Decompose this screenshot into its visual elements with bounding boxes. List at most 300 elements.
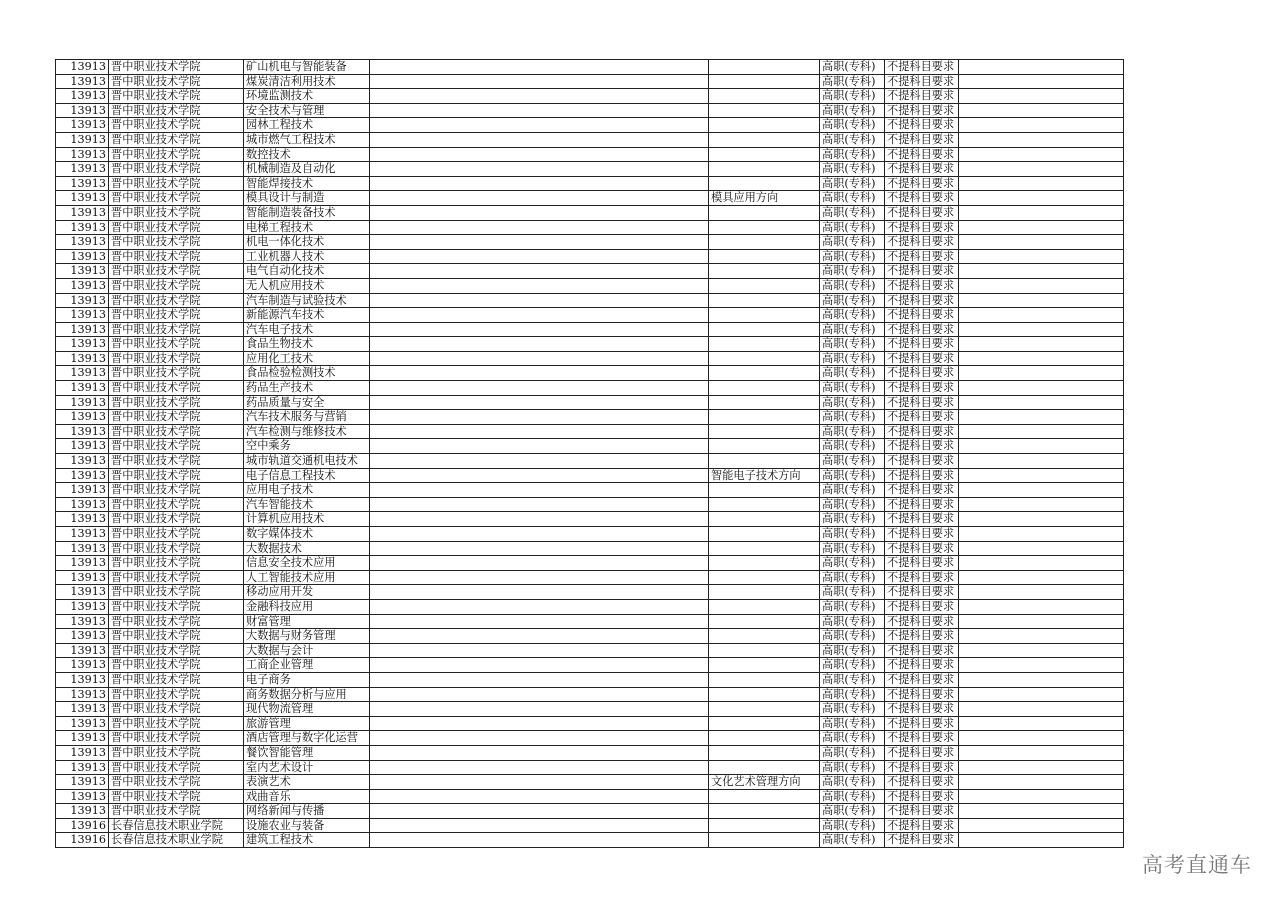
table-row bbox=[56, 103, 1124, 118]
major-name-cell: 新能源汽车技术 bbox=[244, 308, 370, 323]
blank-cell bbox=[370, 220, 709, 235]
school-code-cell: 13913 bbox=[56, 89, 109, 104]
school-code-cell: 13913 bbox=[56, 483, 109, 498]
table-row bbox=[56, 527, 1124, 542]
school-name-cell: 晋中职业技术学院 bbox=[109, 570, 244, 585]
blank-cell bbox=[959, 570, 1124, 585]
blank-cell bbox=[959, 424, 1124, 439]
major-direction-cell: 模具应用方向 bbox=[709, 191, 820, 206]
major-name-cell: 汽车电子技术 bbox=[244, 322, 370, 337]
school-name-cell: 晋中职业技术学院 bbox=[109, 424, 244, 439]
table-row bbox=[56, 395, 1124, 410]
blank-cell bbox=[370, 804, 709, 819]
major-name-cell: 移动应用开发 bbox=[244, 585, 370, 600]
blank-cell bbox=[959, 220, 1124, 235]
school-code-cell: 13916 bbox=[56, 833, 109, 848]
major-name-cell: 餐饮智能管理 bbox=[244, 745, 370, 760]
major-direction-cell bbox=[709, 599, 820, 614]
blank-cell bbox=[370, 599, 709, 614]
school-code-cell: 13913 bbox=[56, 103, 109, 118]
table-row bbox=[56, 760, 1124, 775]
table-row bbox=[56, 293, 1124, 308]
subject-requirement-cell: 不提科目要求 bbox=[885, 439, 959, 454]
table-row bbox=[56, 454, 1124, 469]
major-name-cell: 煤炭清洁利用技术 bbox=[244, 74, 370, 89]
education-level-cell: 高职(专科) bbox=[820, 60, 885, 75]
major-direction-cell bbox=[709, 249, 820, 264]
school-name-cell: 晋中职业技术学院 bbox=[109, 103, 244, 118]
school-code-cell: 13913 bbox=[56, 760, 109, 775]
blank-cell bbox=[959, 132, 1124, 147]
subject-requirement-cell: 不提科目要求 bbox=[885, 410, 959, 425]
school-code-cell: 13913 bbox=[56, 541, 109, 556]
education-level-cell: 高职(专科) bbox=[820, 672, 885, 687]
blank-cell bbox=[370, 410, 709, 425]
school-name-cell: 晋中职业技术学院 bbox=[109, 629, 244, 644]
blank-cell bbox=[959, 629, 1124, 644]
blank-cell bbox=[370, 789, 709, 804]
major-direction-cell bbox=[709, 74, 820, 89]
education-level-cell: 高职(专科) bbox=[820, 483, 885, 498]
table-row bbox=[56, 468, 1124, 483]
blank-cell bbox=[959, 527, 1124, 542]
table-row bbox=[56, 278, 1124, 293]
major-name-cell: 无人机应用技术 bbox=[244, 278, 370, 293]
major-name-cell: 空中乘务 bbox=[244, 439, 370, 454]
blank-cell bbox=[959, 512, 1124, 527]
blank-cell bbox=[370, 570, 709, 585]
subject-requirement-cell: 不提科目要求 bbox=[885, 162, 959, 177]
school-name-cell: 晋中职业技术学院 bbox=[109, 249, 244, 264]
blank-cell bbox=[370, 497, 709, 512]
school-code-cell: 13913 bbox=[56, 322, 109, 337]
major-name-cell: 药品质量与安全 bbox=[244, 395, 370, 410]
table-row bbox=[56, 731, 1124, 746]
major-direction-cell bbox=[709, 497, 820, 512]
education-level-cell: 高职(专科) bbox=[820, 89, 885, 104]
major-direction-cell bbox=[709, 351, 820, 366]
major-direction-cell bbox=[709, 366, 820, 381]
blank-cell bbox=[370, 293, 709, 308]
school-code-cell: 13913 bbox=[56, 468, 109, 483]
subject-requirement-cell: 不提科目要求 bbox=[885, 308, 959, 323]
blank-cell bbox=[959, 308, 1124, 323]
major-direction-cell bbox=[709, 804, 820, 819]
table-row bbox=[56, 818, 1124, 833]
blank-cell bbox=[959, 264, 1124, 279]
school-code-cell: 13913 bbox=[56, 702, 109, 717]
subject-requirement-cell: 不提科目要求 bbox=[885, 191, 959, 206]
blank-cell bbox=[370, 702, 709, 717]
table-row bbox=[56, 147, 1124, 162]
school-code-cell: 13913 bbox=[56, 556, 109, 571]
school-name-cell: 晋中职业技术学院 bbox=[109, 264, 244, 279]
blank-cell bbox=[370, 351, 709, 366]
school-name-cell: 晋中职业技术学院 bbox=[109, 745, 244, 760]
blank-cell bbox=[370, 672, 709, 687]
major-direction-cell bbox=[709, 512, 820, 527]
blank-cell bbox=[370, 483, 709, 498]
blank-cell bbox=[959, 702, 1124, 717]
blank-cell bbox=[370, 366, 709, 381]
major-direction-cell bbox=[709, 527, 820, 542]
major-direction-cell: 智能电子技术方向 bbox=[709, 468, 820, 483]
major-name-cell: 表演艺术 bbox=[244, 775, 370, 790]
blank-cell bbox=[370, 541, 709, 556]
major-name-cell: 数控技术 bbox=[244, 147, 370, 162]
table-row bbox=[56, 643, 1124, 658]
blank-cell bbox=[370, 322, 709, 337]
major-name-cell: 模具设计与制造 bbox=[244, 191, 370, 206]
major-direction-cell bbox=[709, 541, 820, 556]
school-code-cell: 13913 bbox=[56, 775, 109, 790]
blank-cell bbox=[370, 424, 709, 439]
subject-requirement-cell: 不提科目要求 bbox=[885, 716, 959, 731]
table-row bbox=[56, 483, 1124, 498]
school-code-cell: 13913 bbox=[56, 366, 109, 381]
school-code-cell: 13913 bbox=[56, 512, 109, 527]
table-row bbox=[56, 235, 1124, 250]
major-direction-cell bbox=[709, 818, 820, 833]
education-level-cell: 高职(专科) bbox=[820, 775, 885, 790]
education-level-cell: 高职(专科) bbox=[820, 322, 885, 337]
blank-cell bbox=[370, 468, 709, 483]
blank-cell bbox=[959, 395, 1124, 410]
school-name-cell: 晋中职业技术学院 bbox=[109, 643, 244, 658]
education-level-cell: 高职(专科) bbox=[820, 424, 885, 439]
blank-cell bbox=[959, 60, 1124, 75]
major-name-cell: 金融科技应用 bbox=[244, 599, 370, 614]
education-level-cell: 高职(专科) bbox=[820, 220, 885, 235]
blank-cell bbox=[370, 775, 709, 790]
blank-cell bbox=[959, 278, 1124, 293]
subject-requirement-cell: 不提科目要求 bbox=[885, 556, 959, 571]
major-name-cell: 机械制造及自动化 bbox=[244, 162, 370, 177]
blank-cell bbox=[959, 454, 1124, 469]
education-level-cell: 高职(专科) bbox=[820, 585, 885, 600]
major-name-cell: 安全技术与管理 bbox=[244, 103, 370, 118]
school-name-cell: 晋中职业技术学院 bbox=[109, 468, 244, 483]
school-code-cell: 13913 bbox=[56, 527, 109, 542]
subject-requirement-cell: 不提科目要求 bbox=[885, 220, 959, 235]
watermark-text: 高考直通车 bbox=[1142, 853, 1252, 877]
major-name-cell: 工业机器人技术 bbox=[244, 249, 370, 264]
school-name-cell: 晋中职业技术学院 bbox=[109, 687, 244, 702]
major-name-cell: 旅游管理 bbox=[244, 716, 370, 731]
blank-cell bbox=[370, 308, 709, 323]
table-row bbox=[56, 191, 1124, 206]
school-code-cell: 13913 bbox=[56, 176, 109, 191]
blank-cell bbox=[370, 745, 709, 760]
school-code-cell: 13913 bbox=[56, 497, 109, 512]
table-row bbox=[56, 702, 1124, 717]
education-level-cell: 高职(专科) bbox=[820, 643, 885, 658]
major-direction-cell bbox=[709, 60, 820, 75]
education-level-cell: 高职(专科) bbox=[820, 599, 885, 614]
major-direction-cell bbox=[709, 220, 820, 235]
blank-cell bbox=[370, 556, 709, 571]
major-name-cell: 建筑工程技术 bbox=[244, 833, 370, 848]
subject-requirement-cell: 不提科目要求 bbox=[885, 672, 959, 687]
major-name-cell: 室内艺术设计 bbox=[244, 760, 370, 775]
blank-cell bbox=[370, 381, 709, 396]
blank-cell bbox=[959, 716, 1124, 731]
blank-cell bbox=[959, 366, 1124, 381]
blank-cell bbox=[370, 74, 709, 89]
blank-cell bbox=[959, 775, 1124, 790]
subject-requirement-cell: 不提科目要求 bbox=[885, 658, 959, 673]
school-name-cell: 晋中职业技术学院 bbox=[109, 512, 244, 527]
subject-requirement-cell: 不提科目要求 bbox=[885, 804, 959, 819]
blank-cell bbox=[959, 556, 1124, 571]
major-direction-cell bbox=[709, 381, 820, 396]
school-code-cell: 13913 bbox=[56, 60, 109, 75]
school-code-cell: 13913 bbox=[56, 235, 109, 250]
table-row bbox=[56, 366, 1124, 381]
education-level-cell: 高职(专科) bbox=[820, 716, 885, 731]
subject-requirement-cell: 不提科目要求 bbox=[885, 512, 959, 527]
table-row bbox=[56, 118, 1124, 133]
school-code-cell: 13913 bbox=[56, 731, 109, 746]
blank-cell bbox=[959, 118, 1124, 133]
subject-requirement-cell: 不提科目要求 bbox=[885, 205, 959, 220]
subject-requirement-cell: 不提科目要求 bbox=[885, 541, 959, 556]
school-code-cell: 13913 bbox=[56, 220, 109, 235]
school-name-cell: 晋中职业技术学院 bbox=[109, 585, 244, 600]
subject-requirement-cell: 不提科目要求 bbox=[885, 643, 959, 658]
blank-cell bbox=[959, 658, 1124, 673]
table-row bbox=[56, 439, 1124, 454]
subject-requirement-cell: 不提科目要求 bbox=[885, 745, 959, 760]
school-code-cell: 13913 bbox=[56, 658, 109, 673]
table-row bbox=[56, 60, 1124, 75]
major-direction-cell: 文化艺术管理方向 bbox=[709, 775, 820, 790]
school-code-cell: 13913 bbox=[56, 191, 109, 206]
major-direction-cell bbox=[709, 702, 820, 717]
education-level-cell: 高职(专科) bbox=[820, 804, 885, 819]
major-name-cell: 设施农业与装备 bbox=[244, 818, 370, 833]
major-direction-cell bbox=[709, 205, 820, 220]
major-direction-cell bbox=[709, 833, 820, 848]
school-code-cell: 13913 bbox=[56, 293, 109, 308]
blank-cell bbox=[370, 687, 709, 702]
major-name-cell: 汽车制造与试验技术 bbox=[244, 293, 370, 308]
subject-requirement-cell: 不提科目要求 bbox=[885, 89, 959, 104]
major-direction-cell bbox=[709, 672, 820, 687]
education-level-cell: 高职(专科) bbox=[820, 410, 885, 425]
blank-cell bbox=[959, 439, 1124, 454]
education-level-cell: 高职(专科) bbox=[820, 74, 885, 89]
subject-requirement-cell: 不提科目要求 bbox=[885, 235, 959, 250]
subject-requirement-cell: 不提科目要求 bbox=[885, 60, 959, 75]
subject-requirement-cell: 不提科目要求 bbox=[885, 702, 959, 717]
blank-cell bbox=[959, 804, 1124, 819]
school-code-cell: 13913 bbox=[56, 308, 109, 323]
major-name-cell: 智能焊接技术 bbox=[244, 176, 370, 191]
school-code-cell: 13916 bbox=[56, 818, 109, 833]
education-level-cell: 高职(专科) bbox=[820, 454, 885, 469]
subject-requirement-cell: 不提科目要求 bbox=[885, 483, 959, 498]
major-name-cell: 电子信息工程技术 bbox=[244, 468, 370, 483]
school-name-cell: 晋中职业技术学院 bbox=[109, 614, 244, 629]
table-row bbox=[56, 497, 1124, 512]
education-level-cell: 高职(专科) bbox=[820, 760, 885, 775]
blank-cell bbox=[959, 643, 1124, 658]
major-direction-cell bbox=[709, 439, 820, 454]
major-name-cell: 药品生产技术 bbox=[244, 381, 370, 396]
subject-requirement-cell: 不提科目要求 bbox=[885, 395, 959, 410]
major-direction-cell bbox=[709, 731, 820, 746]
subject-requirement-cell: 不提科目要求 bbox=[885, 337, 959, 352]
major-name-cell: 食品生物技术 bbox=[244, 337, 370, 352]
major-name-cell: 食品检验检测技术 bbox=[244, 366, 370, 381]
subject-requirement-cell: 不提科目要求 bbox=[885, 103, 959, 118]
major-direction-cell bbox=[709, 132, 820, 147]
major-direction-cell bbox=[709, 162, 820, 177]
subject-requirement-cell: 不提科目要求 bbox=[885, 775, 959, 790]
blank-cell bbox=[959, 337, 1124, 352]
education-level-cell: 高职(专科) bbox=[820, 658, 885, 673]
education-level-cell: 高职(专科) bbox=[820, 103, 885, 118]
major-direction-cell bbox=[709, 89, 820, 104]
education-level-cell: 高职(专科) bbox=[820, 468, 885, 483]
education-level-cell: 高职(专科) bbox=[820, 191, 885, 206]
blank-cell bbox=[959, 147, 1124, 162]
school-name-cell: 晋中职业技术学院 bbox=[109, 527, 244, 542]
table-row bbox=[56, 658, 1124, 673]
subject-requirement-cell: 不提科目要求 bbox=[885, 760, 959, 775]
major-direction-cell bbox=[709, 629, 820, 644]
table-row bbox=[56, 541, 1124, 556]
major-direction-cell bbox=[709, 103, 820, 118]
school-code-cell: 13913 bbox=[56, 716, 109, 731]
blank-cell bbox=[959, 541, 1124, 556]
blank-cell bbox=[959, 381, 1124, 396]
school-code-cell: 13913 bbox=[56, 629, 109, 644]
major-direction-cell bbox=[709, 235, 820, 250]
education-level-cell: 高职(专科) bbox=[820, 789, 885, 804]
subject-requirement-cell: 不提科目要求 bbox=[885, 570, 959, 585]
major-name-cell: 电梯工程技术 bbox=[244, 220, 370, 235]
blank-cell bbox=[370, 454, 709, 469]
school-name-cell: 晋中职业技术学院 bbox=[109, 775, 244, 790]
subject-requirement-cell: 不提科目要求 bbox=[885, 468, 959, 483]
major-direction-cell bbox=[709, 410, 820, 425]
table-row bbox=[56, 570, 1124, 585]
blank-cell bbox=[370, 147, 709, 162]
education-level-cell: 高职(专科) bbox=[820, 308, 885, 323]
major-name-cell: 环境监测技术 bbox=[244, 89, 370, 104]
school-name-cell: 晋中职业技术学院 bbox=[109, 147, 244, 162]
school-name-cell: 晋中职业技术学院 bbox=[109, 716, 244, 731]
blank-cell bbox=[959, 191, 1124, 206]
school-name-cell: 晋中职业技术学院 bbox=[109, 556, 244, 571]
blank-cell bbox=[959, 585, 1124, 600]
table-row bbox=[56, 599, 1124, 614]
school-name-cell: 长春信息技术职业学院 bbox=[109, 818, 244, 833]
major-name-cell: 汽车技术服务与营销 bbox=[244, 410, 370, 425]
blank-cell bbox=[370, 103, 709, 118]
major-direction-cell bbox=[709, 745, 820, 760]
blank-cell bbox=[959, 789, 1124, 804]
education-level-cell: 高职(专科) bbox=[820, 205, 885, 220]
major-direction-cell bbox=[709, 118, 820, 133]
table-row bbox=[56, 322, 1124, 337]
table-row bbox=[56, 745, 1124, 760]
school-name-cell: 晋中职业技术学院 bbox=[109, 191, 244, 206]
school-code-cell: 13913 bbox=[56, 264, 109, 279]
subject-requirement-cell: 不提科目要求 bbox=[885, 322, 959, 337]
blank-cell bbox=[370, 337, 709, 352]
major-direction-cell bbox=[709, 395, 820, 410]
major-name-cell: 信息安全技术应用 bbox=[244, 556, 370, 571]
blank-cell bbox=[959, 818, 1124, 833]
education-level-cell: 高职(专科) bbox=[820, 395, 885, 410]
major-direction-cell bbox=[709, 176, 820, 191]
major-name-cell: 城市燃气工程技术 bbox=[244, 132, 370, 147]
major-name-cell: 机电一体化技术 bbox=[244, 235, 370, 250]
blank-cell bbox=[959, 89, 1124, 104]
school-code-cell: 13913 bbox=[56, 278, 109, 293]
subject-requirement-cell: 不提科目要求 bbox=[885, 293, 959, 308]
education-level-cell: 高职(专科) bbox=[820, 702, 885, 717]
blank-cell bbox=[370, 264, 709, 279]
school-code-cell: 13913 bbox=[56, 585, 109, 600]
school-name-cell: 晋中职业技术学院 bbox=[109, 74, 244, 89]
blank-cell bbox=[959, 760, 1124, 775]
education-level-cell: 高职(专科) bbox=[820, 337, 885, 352]
table-row bbox=[56, 351, 1124, 366]
major-direction-cell bbox=[709, 658, 820, 673]
subject-requirement-cell: 不提科目要求 bbox=[885, 585, 959, 600]
education-level-cell: 高职(专科) bbox=[820, 439, 885, 454]
major-direction-cell bbox=[709, 278, 820, 293]
major-direction-cell bbox=[709, 424, 820, 439]
blank-cell bbox=[370, 658, 709, 673]
education-level-cell: 高职(专科) bbox=[820, 745, 885, 760]
subject-requirement-cell: 不提科目要求 bbox=[885, 687, 959, 702]
subject-requirement-cell: 不提科目要求 bbox=[885, 424, 959, 439]
education-level-cell: 高职(专科) bbox=[820, 249, 885, 264]
education-level-cell: 高职(专科) bbox=[820, 176, 885, 191]
major-name-cell: 计算机应用技术 bbox=[244, 512, 370, 527]
table-row bbox=[56, 629, 1124, 644]
subject-requirement-cell: 不提科目要求 bbox=[885, 614, 959, 629]
table-row bbox=[56, 74, 1124, 89]
major-direction-cell bbox=[709, 293, 820, 308]
table-row bbox=[56, 89, 1124, 104]
blank-cell bbox=[959, 162, 1124, 177]
school-name-cell: 晋中职业技术学院 bbox=[109, 483, 244, 498]
table-row bbox=[56, 556, 1124, 571]
education-level-cell: 高职(专科) bbox=[820, 527, 885, 542]
table-row bbox=[56, 249, 1124, 264]
school-name-cell: 晋中职业技术学院 bbox=[109, 118, 244, 133]
school-code-cell: 13913 bbox=[56, 147, 109, 162]
school-name-cell: 晋中职业技术学院 bbox=[109, 395, 244, 410]
major-direction-cell bbox=[709, 337, 820, 352]
school-code-cell: 13913 bbox=[56, 132, 109, 147]
blank-cell bbox=[370, 629, 709, 644]
blank-cell bbox=[370, 118, 709, 133]
table-row bbox=[56, 337, 1124, 352]
table-row bbox=[56, 410, 1124, 425]
blank-cell bbox=[370, 235, 709, 250]
major-name-cell: 人工智能技术应用 bbox=[244, 570, 370, 585]
blank-cell bbox=[370, 278, 709, 293]
table-row bbox=[56, 132, 1124, 147]
school-code-cell: 13913 bbox=[56, 162, 109, 177]
